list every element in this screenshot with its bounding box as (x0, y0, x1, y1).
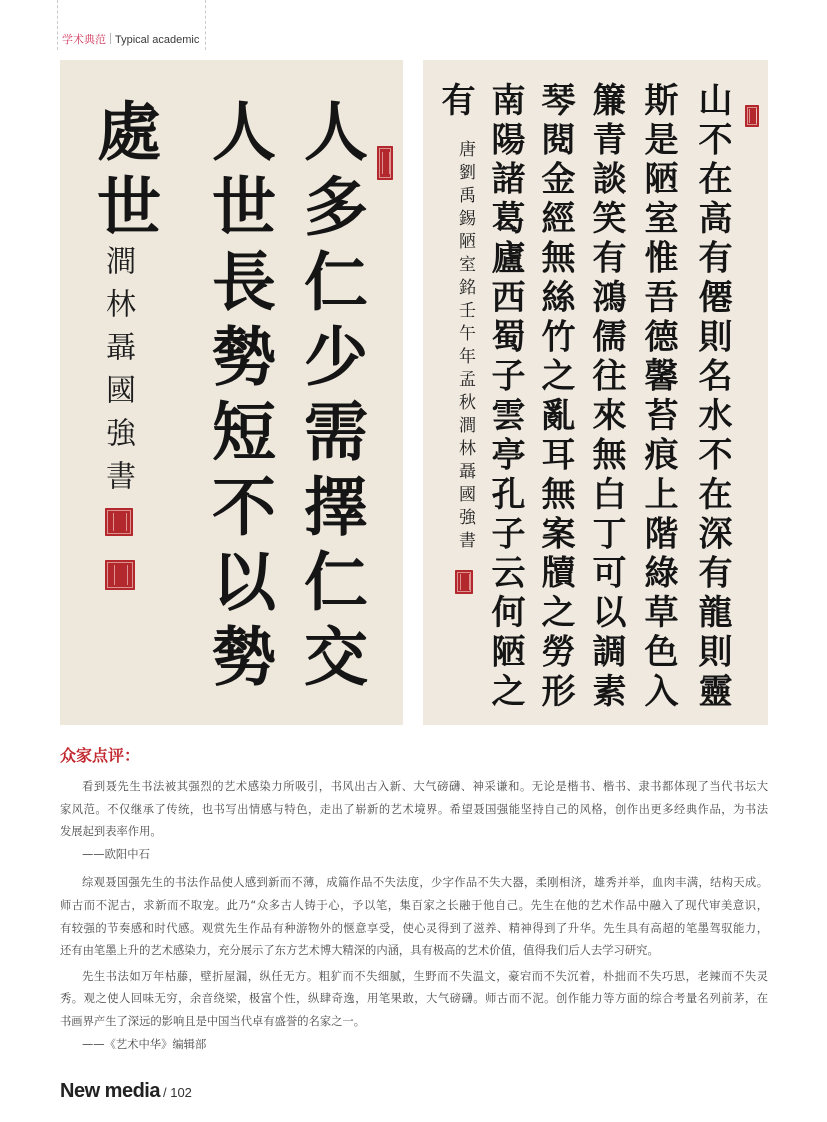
calligraphy-column-5: 南陽諸葛廬西蜀子雲亭孔子云何陋之 (485, 82, 525, 713)
review-line: 发展起到表率作用。 (60, 825, 162, 839)
review-line: 综观聂国强先生的书法作品使人感到新而不薄，成篇作品不失法度，少字作品不失大器，柔刚相济，雄秀并举，血肉丰满，结构天成。 (82, 876, 768, 890)
page-footer (60, 1080, 192, 1103)
seal-studio (105, 560, 135, 590)
review-paragraph-2 (60, 872, 768, 962)
section-title-en: Typical academic (115, 34, 200, 46)
artist-inscription: 唐劉禹錫陋室銘壬午年孟秋澗林聶國強書 (455, 140, 475, 554)
review-line: 师古而不泥古，求新而不取宠。此乃“众多古人铸于心，予以笔，集百家之长融于他自己。先生在他的艺术作品中融入了现代审美意识， (60, 898, 768, 912)
seal-name (105, 508, 133, 536)
calligraphy-column-1: 人多仁少需擇仁交 (293, 98, 368, 698)
calligraphy-artwork-left (60, 60, 403, 725)
review-paragraph-1 (60, 776, 768, 866)
review-line: 秀。观之使人回味无穷，余音绕梁，极富个性，纵肆奇逸，用笔果敢，大气磅礴。师古而不泥。创作能力等方面的综合考量名列前茅，在 (60, 992, 768, 1006)
calligraphy-column-2: 斯是陋室惟吾德馨苔痕上階綠草色入 (638, 82, 678, 713)
review-paragraph-3 (60, 966, 768, 1056)
section-tab (57, 0, 206, 50)
section-label (62, 33, 199, 47)
review-line: 家风范。不仅继承了传统，也书写出情感与特色，走出了崭新的艺术境界。希望聂国强能坚持自己的风格，创作出更多经典作品，为书法 (60, 802, 768, 816)
reviews-section (60, 744, 768, 1056)
review-line: 先生书法如万年枯藤，壁折屋漏，纵任无方。粗犷而不失细腻，生野而不失温文，豪宕而不失沉着，朴拙而不失巧思，老辣而不失灵 (82, 969, 768, 983)
section-divider (110, 33, 111, 44)
review-line: 有较强的节奏感和时代感。观赏先生作品有种游物外的惬意享受，使心灵得到了滋养、精神得到了升华。先生具有高超的笔墨驾驭能力， (60, 921, 768, 935)
review-line: 看到聂先生书法被其强烈的艺术感染力所吸引，书风出古入新、大气磅礴、神采谦和。无论是楷书、楷书、隶书都体现了当代书坛大 (82, 780, 768, 793)
seal-leading (745, 105, 759, 127)
seal-name (455, 570, 473, 594)
artist-inscription: 澗林聶國強書 (100, 245, 135, 503)
seal-leading (377, 146, 393, 180)
calligraphy-column-2: 人世長勢短不以勢 (201, 98, 276, 698)
review-attribution: ——欧阳中石 (82, 847, 150, 861)
review-line: 书画界产生了深远的影响且是中国当代卓有盛誉的名家之一。 (60, 1014, 366, 1028)
magazine-brand: New media (60, 1080, 160, 1102)
calligraphy-column-1: 山不在高有僊則名水不在深有龍則靈 (692, 82, 732, 713)
calligraphy-column-4: 琴閱金經無絲竹之亂耳無案牘之勞形 (535, 82, 575, 713)
calligraphy-column-3: 簾青談笑有鴻儒往來無白丁可以調素 (586, 82, 626, 713)
review-attribution: ——《艺术中华》编辑部 (82, 1037, 207, 1051)
review-line: 还有由笔墨上升的艺术感染力，充分展示了东方艺术博大精深的内涵，具有极高的艺术价值，值得我们后人去学习研究。 (60, 944, 659, 958)
reviews-body (60, 776, 768, 1056)
section-title-cn: 学术典范 (62, 33, 106, 46)
calligraphy-artwork-right (423, 60, 768, 725)
page-number: / 102 (162, 1085, 192, 1100)
calligraphy-column-6: 有 (435, 82, 475, 122)
calligraphy-column-3: 處世 (86, 98, 161, 248)
reviews-heading: 众家点评： (60, 746, 141, 765)
